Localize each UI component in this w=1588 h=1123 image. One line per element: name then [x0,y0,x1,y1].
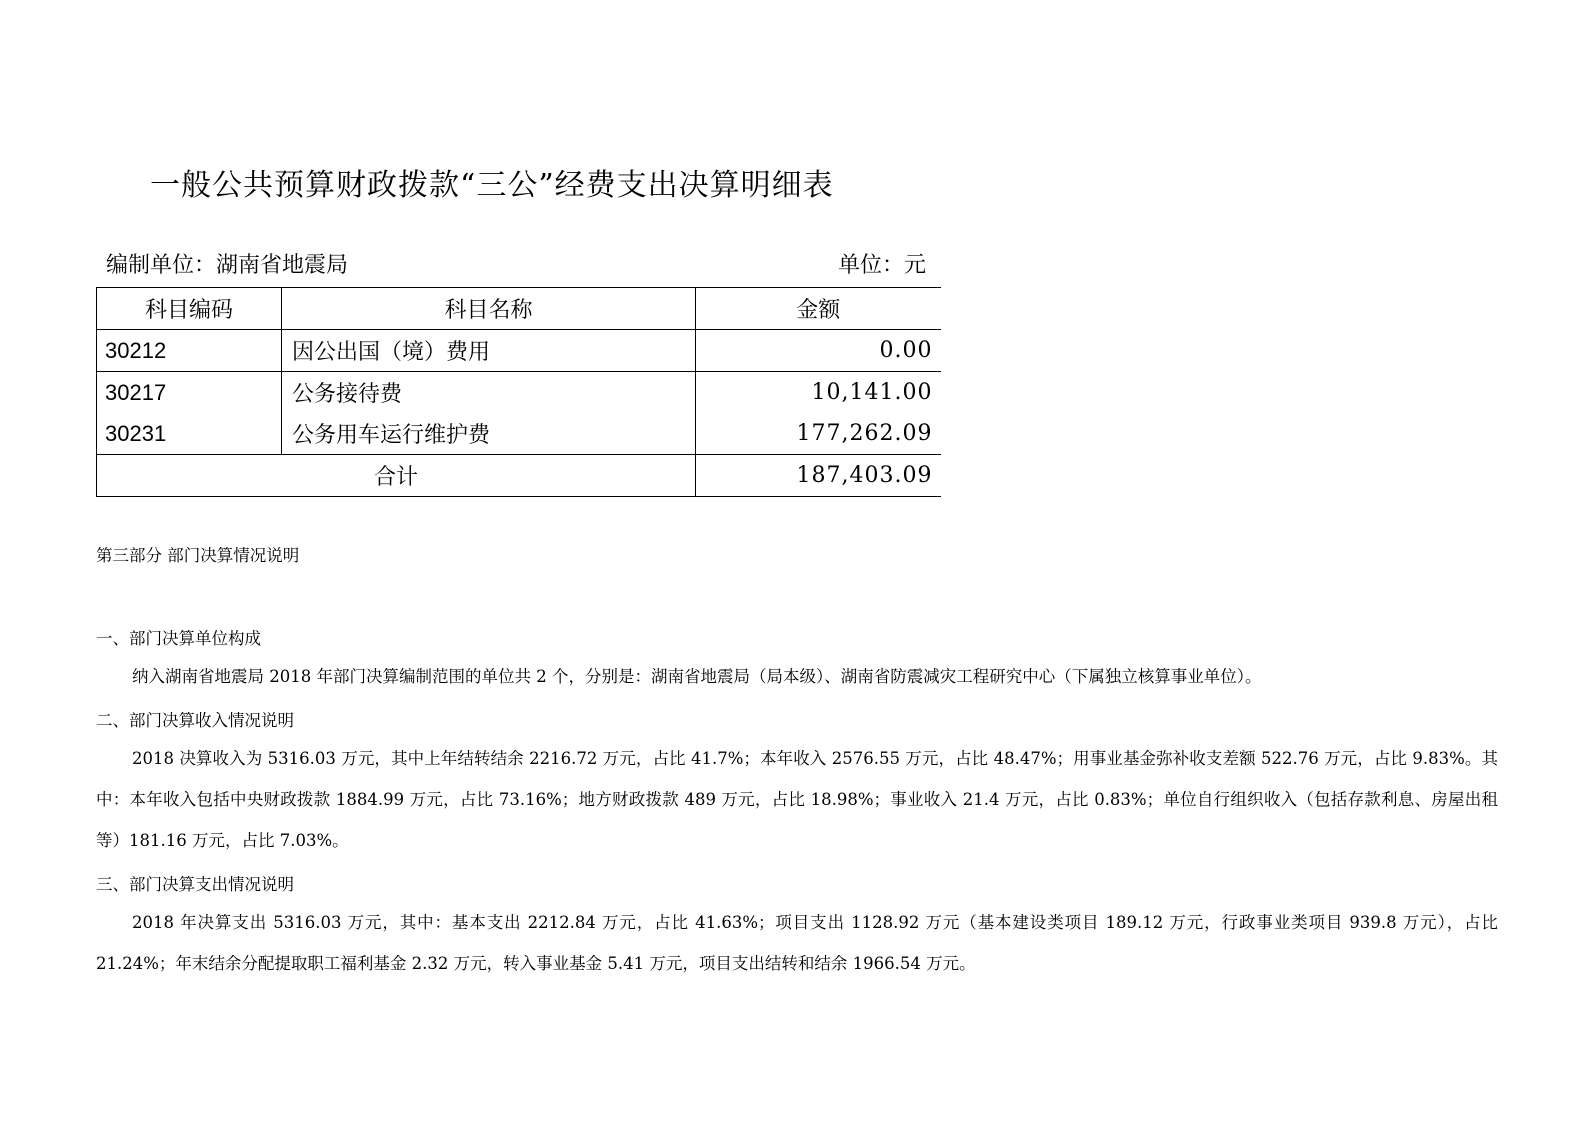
document-title: 一般公共预算财政拨款“三公”经费支出决算明细表 [150,168,834,203]
row-code: 30231 [97,413,282,455]
table-header-row [97,288,941,330]
row-amount: 177,262.09 [696,413,941,455]
section-heading-expenditure: 三、部门决算支出情况说明 [96,875,294,894]
row-code: 30212 [97,330,282,372]
currency-unit: 单位：元 [838,253,927,278]
row-amount: 0.00 [696,330,941,372]
section-heading-income: 二、部门决算收入情况说明 [96,711,294,730]
header-amount: 金额 [696,288,941,330]
row-name: 因公出国（境）费用 [282,330,696,372]
section-text-income: 2018 决算收入为 5316.03 万元，其中上年结转结余 2216.72 万元，占比 41.7%；本年收入 2576.55 万元，占比 48.47%；用事业基金弥补收支差额 522.76 万元，占比 9.83%。其中：本年收入包括中央财政拨款 1884.99 万元，占比 73.16%；地方财政拨款 489 万元，占比 18.98%；事业收入 21.4 万元，占比 0.83%；单位自行组织收入（包括存款利息、房屋出租等）181.16 万元，占比 7.03%。 [96,749,1498,850]
row-code: 30217 [97,372,282,414]
header-name: 科目名称 [282,288,696,330]
table-row [97,330,941,372]
table-row [97,372,941,414]
total-label: 合计 [97,455,696,497]
expense-table [96,287,941,497]
header-code: 科目编码 [97,288,282,330]
table-row [97,413,941,455]
table-total-row [97,455,941,497]
part-heading: 第三部分 部门决算情况说明 [96,546,300,565]
section-heading-composition: 一、部门决算单位构成 [96,629,261,648]
row-amount: 10,141.00 [696,372,941,414]
row-name: 公务用车运行维护费 [282,413,696,455]
total-amount: 187,403.09 [696,455,941,497]
compiling-unit: 编制单位：湖南省地震局 [106,253,349,278]
section-text-composition: 纳入湖南省地震局 2018 年部门决算编制范围的单位共 2 个，分别是：湖南省地震局（局本级）、湖南省防震减灾工程研究中心（下属独立核算事业单位）。 [132,667,1262,686]
row-name: 公务接待费 [282,372,696,414]
section-text-expenditure: 2018 年决算支出 5316.03 万元，其中：基本支出 2212.84 万元，占比 41.63%；项目支出 1128.92 万元（基本建设类项目 189.12 万元，行政事业类项目 939.8 万元），占比 21.24%；年末结余分配提取职工福利基金 2.32 万元，转入事业基金 5.41 万元，项目支出结转和结余 1966.54 万元。 [96,913,1498,973]
